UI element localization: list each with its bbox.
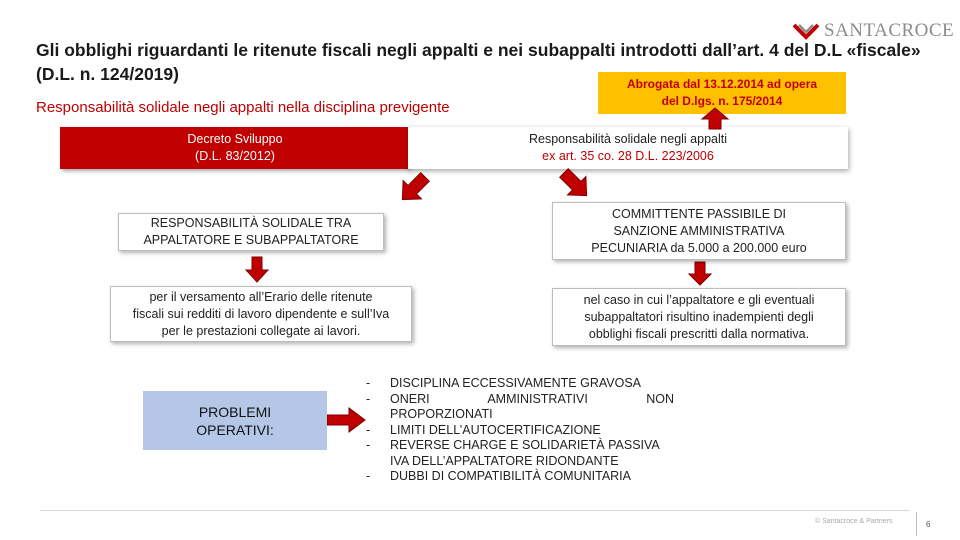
- arrow-down-left-icon: [393, 170, 433, 208]
- arrow-up-icon: [700, 108, 730, 130]
- logo-text: SANTACROCE: [824, 20, 955, 41]
- arrow-down-icon: [245, 257, 269, 283]
- list-item-text: LIMITI DELL’AUTOCERTIFICAZIONE: [390, 422, 601, 437]
- slide-title: Gli obblighi riguardanti le ritenute fiscali negli appalti e nei subappalti introdotti dall’art. 4 del D.L «fiscale» (D.L. n. 124/2019): [36, 40, 921, 84]
- list-item: [366, 392, 674, 408]
- caso-line-1: nel caso in cui l’appaltatore e gli eventuali: [583, 292, 815, 307]
- list-item-text: ONERI AMMINISTRATIVI NON: [390, 391, 674, 406]
- committente-line-2: SANZIONE AMMINISTRATIVA: [613, 223, 785, 238]
- versamento-erario-box: [110, 286, 412, 342]
- responsabilita-solidale-box: [118, 213, 384, 251]
- decreto-line-1: Decreto Sviluppo: [187, 132, 283, 146]
- list-dash: -: [366, 469, 371, 483]
- versamento-line-1: per il versamento all’Erario delle ritenute: [149, 289, 373, 304]
- footer-copyright: © Santacroce & Partners: [815, 518, 893, 525]
- list-item: [366, 438, 674, 454]
- versamento-line-2: fiscali sui redditi di lavoro dipendente e sull’Iva: [132, 306, 390, 321]
- resp-appalti-line-1: Responsabilità solidale negli appalti: [528, 132, 728, 146]
- list-item: [366, 469, 674, 485]
- caso-line-3: obblighi fiscali prescritti dalla normativa.: [588, 326, 810, 341]
- list-dash: -: [366, 391, 371, 406]
- problemi-line-1: PROBLEMI: [198, 403, 272, 420]
- section-subtitle: Responsabilità solidale negli appalti nella disciplina previgente: [36, 99, 450, 116]
- problemi-line-2: OPERATIVI:: [196, 421, 274, 438]
- list-item: [366, 376, 674, 392]
- list-dash: -: [366, 422, 371, 437]
- resp-solidale-line-2: APPALTATORE E SUBAPPALTATORE: [143, 233, 359, 247]
- abrogata-line-1: Abrogata dal 13.12.2014 ad opera: [626, 77, 818, 91]
- list-item-text: DISCIPLINA ECCESSIVAMENTE GRAVOSA: [390, 376, 641, 390]
- inadempienti-box: [552, 288, 846, 346]
- decreto-line-2: (D.L. 83/2012): [195, 149, 275, 163]
- problems-list: [366, 376, 674, 485]
- abrogata-line-2: del D.lgs. n. 175/2014: [661, 94, 783, 108]
- list-item-text: REVERSE CHARGE E SOLIDARIETÀ PASSIVA: [390, 438, 660, 452]
- list-item-text: DUBBI DI COMPATIBILITÀ COMUNITARIA: [390, 469, 631, 483]
- decreto-sviluppo-box: [60, 127, 410, 169]
- list-item-text: IVA DELL’APPALTATORE RIDONDANTE: [390, 453, 619, 468]
- list-dash: -: [366, 376, 371, 390]
- arrow-right-icon: [327, 406, 367, 434]
- responsabilita-appalti-box: [408, 127, 848, 169]
- page-number: 6: [926, 520, 931, 529]
- committente-line-1: COMMITTENTE PASSIBILE DI: [611, 206, 787, 221]
- list-item: [366, 407, 674, 423]
- list-item: [366, 454, 674, 470]
- footer-divider: [40, 510, 910, 511]
- list-item: [366, 423, 674, 439]
- committente-line-3: PECUNIARIA da 5.000 a 200.000 euro: [591, 240, 807, 255]
- footer-separator: [916, 512, 917, 536]
- arrow-down-right-icon: [556, 166, 596, 204]
- committente-sanzione-box: [552, 202, 846, 260]
- arrow-down-icon: [688, 262, 712, 286]
- versamento-line-3: per le prestazioni collegate ai lavori.: [161, 323, 361, 338]
- resp-appalti-line-2: ex art. 35 co. 28 D.L. 223/2006: [542, 149, 714, 163]
- list-item-text: PROPORZIONATI: [390, 407, 493, 421]
- list-dash: -: [366, 438, 371, 452]
- problemi-operativi-box: [143, 391, 327, 450]
- resp-solidale-line-1: RESPONSABILITÀ SOLIDALE TRA: [150, 216, 352, 230]
- caso-line-2: subappaltatori risultino inadempienti degli: [584, 309, 814, 324]
